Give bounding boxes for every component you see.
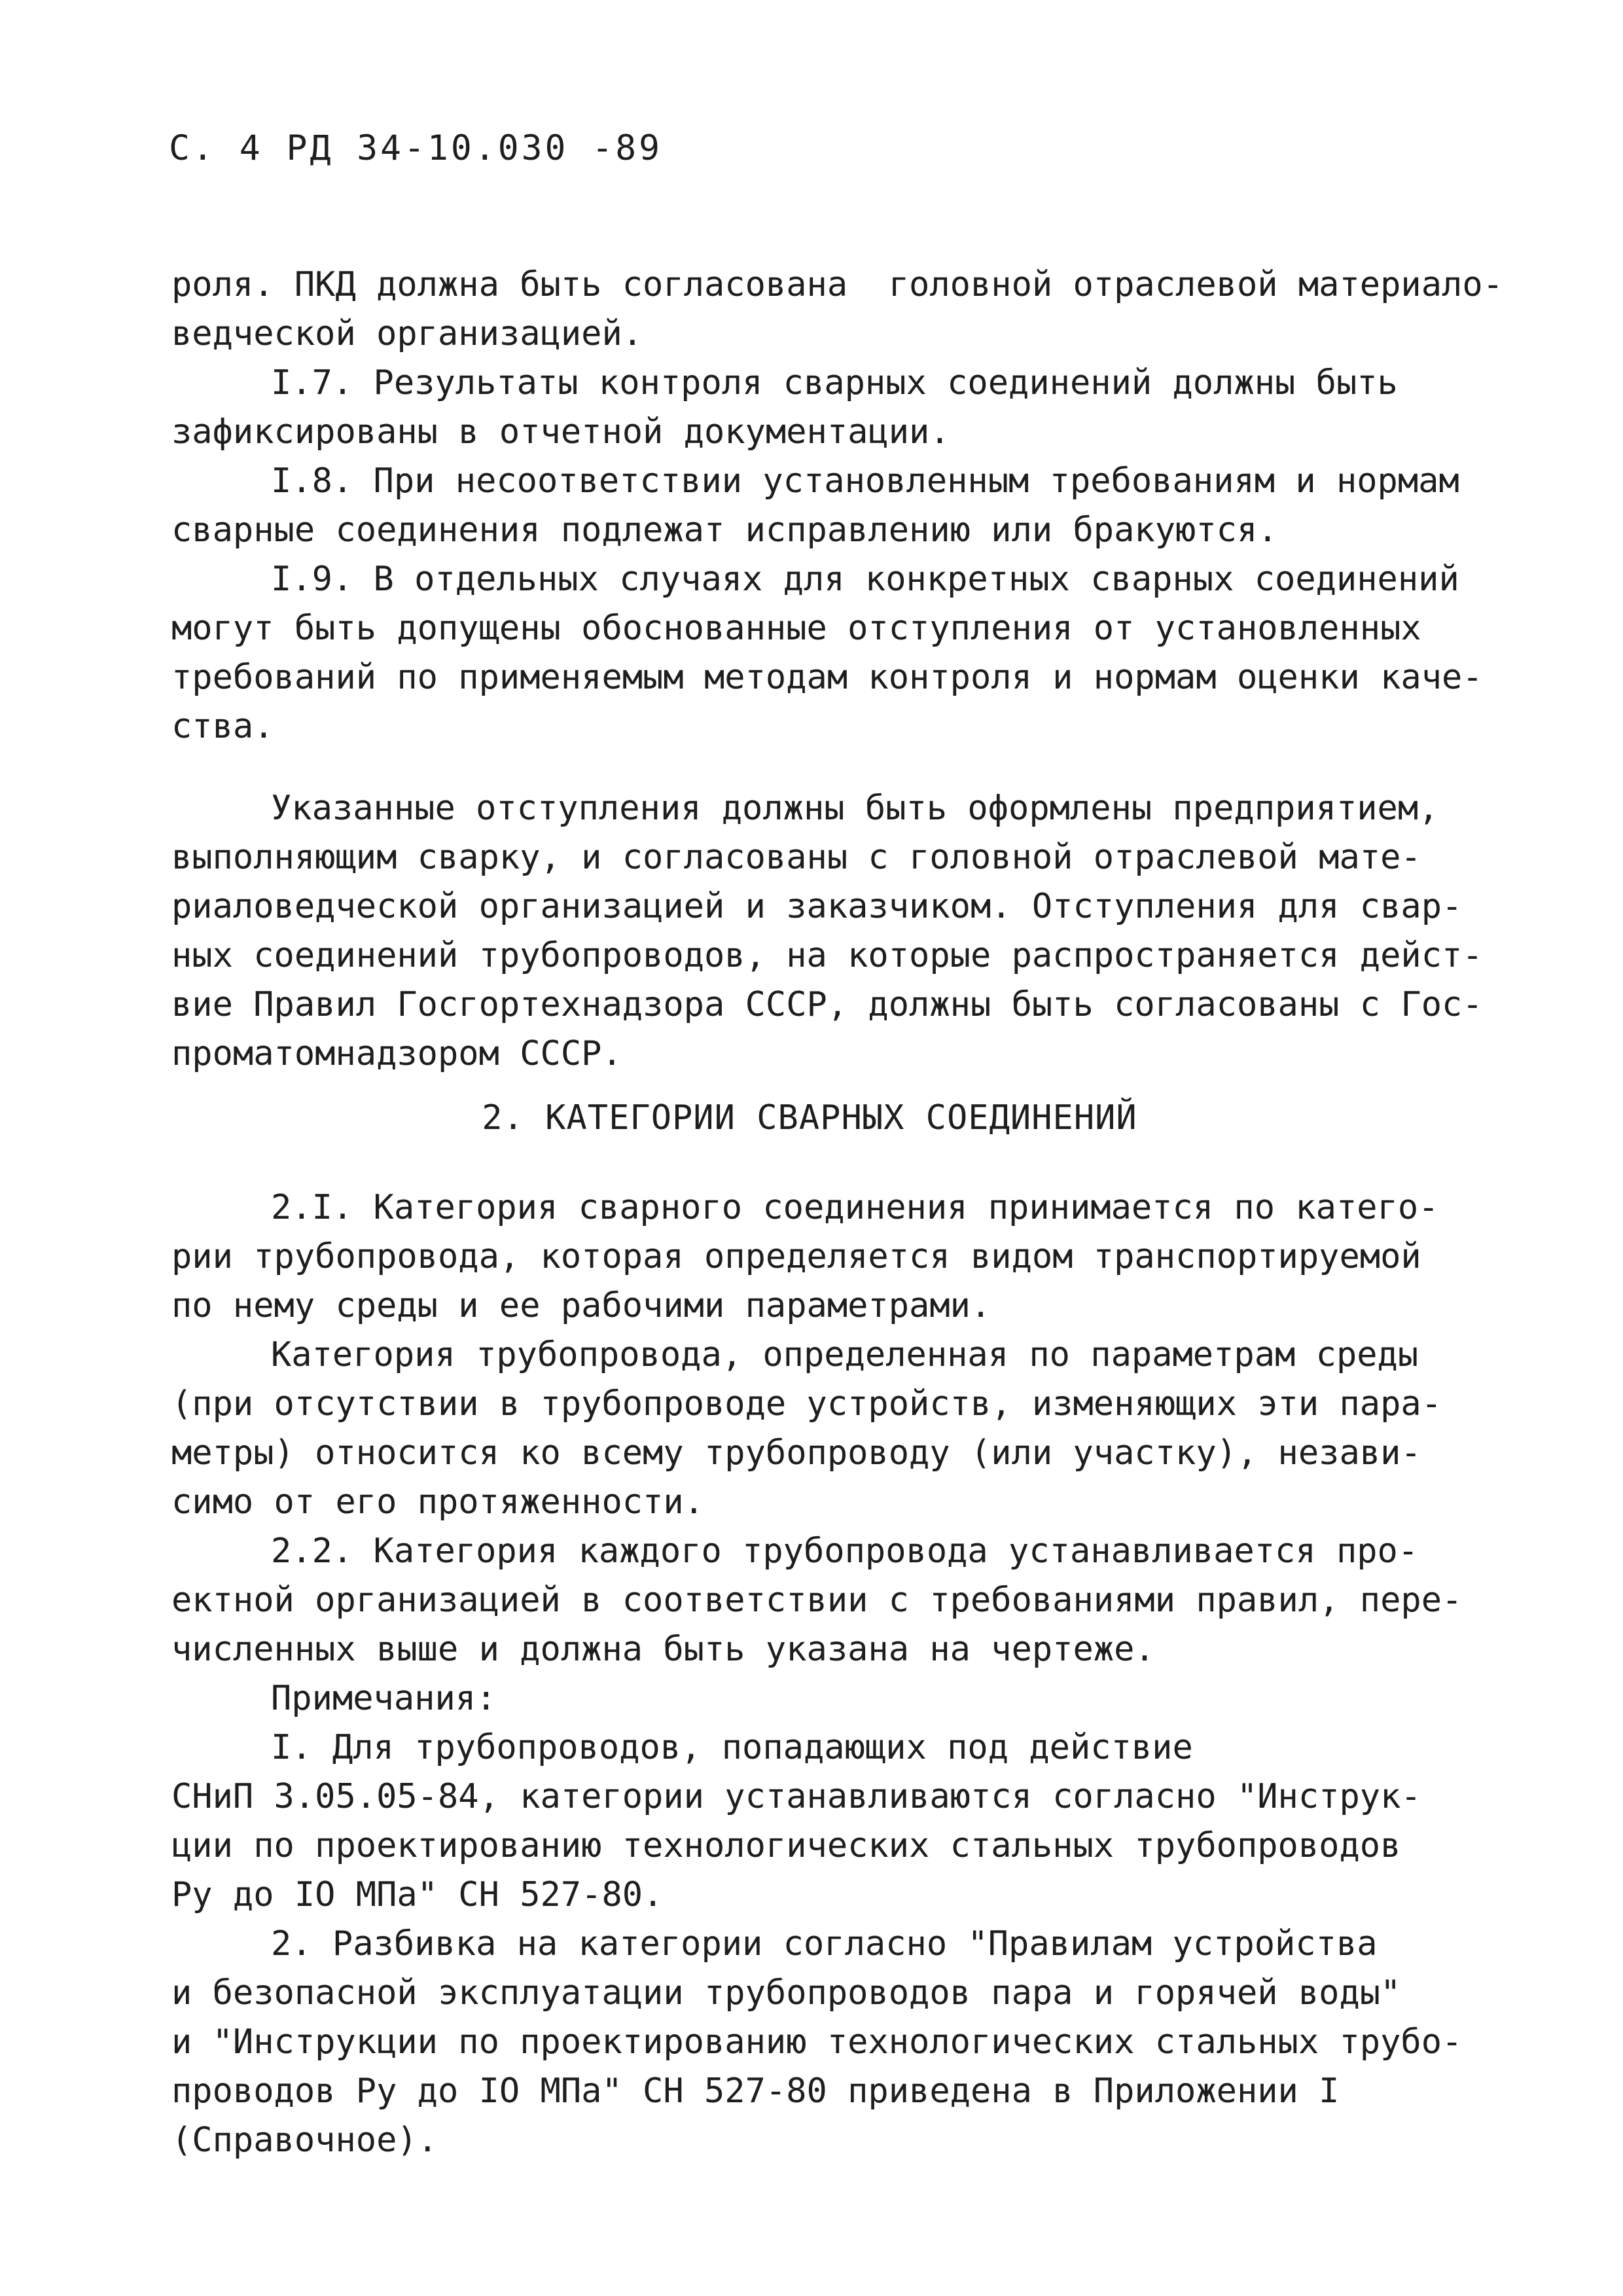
text-line: роля. ПКД должна быть согласована головной отраслевой материало- <box>171 265 1503 304</box>
text-line: (Справочное). <box>171 2121 438 2160</box>
paragraph-1-8 <box>171 457 1513 555</box>
text-line: рии трубопровода, которая определяется видом транспортируемой <box>171 1237 1421 1276</box>
text-line: симо от его протяженности. <box>171 1482 704 1522</box>
text-line: ведческой организацией. <box>171 314 643 353</box>
spacer <box>171 1157 1513 1183</box>
note-1 <box>171 1723 1513 1920</box>
text-line: ства. <box>171 707 274 746</box>
text-line: могут быть допущены обоснованные отступления от установленных <box>171 609 1421 648</box>
text-line: и "Инструкции по проектированию технологических стальных трубо- <box>171 2022 1463 2062</box>
paragraph-2-1 <box>171 1183 1513 1331</box>
text-line: ных соединений трубопроводов, на которые распространяется дейст- <box>171 936 1483 975</box>
paragraph-intro <box>171 260 1513 359</box>
text-line: вие Правил Госгортехнадзора СССР, должны быть согласованы с Гос- <box>171 985 1483 1024</box>
section-title: 2. КАТЕГОРИИ СВАРНЫХ СОЕДИНЕНИЙ <box>482 1098 1137 1138</box>
document-body <box>171 260 1513 2165</box>
text-line: (при отсутствии в трубопроводе устройств, изменяющих эти пара- <box>171 1384 1442 1424</box>
text-line: Указанные отступления должны быть оформлены предприятием, <box>271 789 1439 828</box>
text-line: ектной организацией в соответствии с требованиями правил, пере- <box>171 1581 1463 1620</box>
paragraph-1-7 <box>171 359 1513 457</box>
paragraph-category <box>171 1331 1513 1527</box>
text-line: I.9. В отдельных случаях для конкретных сварных соединений <box>271 560 1459 599</box>
text-line: Ру до IO МПа" СН 527-80. <box>171 1875 664 1914</box>
notes-label: Примечания: <box>271 1679 497 1718</box>
text-line: и безопасной эксплуатации трубопроводов пара и горячей воды" <box>171 1973 1401 2013</box>
text-line: зафиксированы в отчетной документации. <box>171 412 950 452</box>
text-line: требований по применяемым методам контроля и нормам оценки каче- <box>171 658 1483 697</box>
spacer <box>171 751 1513 784</box>
text-line: ции по проектированию технологических стальных трубопроводов <box>171 1826 1401 1865</box>
paragraph-deviations <box>171 784 1513 1079</box>
text-line: численных выше и должна быть указана на чертеже. <box>171 1630 1155 1669</box>
text-line: проматомнадзором СССР. <box>171 1034 622 1073</box>
page-header: С. 4 РД 34-10.030 -89 <box>169 128 663 168</box>
text-line: проводов Ру до IO МПа" СН 527-80 приведена в Приложении I <box>171 2072 1340 2111</box>
text-line: I. Для трубопроводов, попадающих под действие <box>271 1728 1193 1767</box>
text-line: СНиП 3.05.05-84, категории устанавливаются согласно "Инструк- <box>171 1777 1421 1816</box>
text-line: риаловедческой организацией и заказчиком. Отступления для свар- <box>171 887 1463 926</box>
text-line: I.8. При несоответствии установленным требованиям и нормам <box>271 461 1459 501</box>
text-line: по нему среды и ее рабочими параметрами. <box>171 1286 991 1325</box>
text-line: 2. Разбивка на категории согласно "Правилам устройства <box>271 1924 1378 1964</box>
text-line: 2.I. Категория сварного соединения принимается по катего- <box>271 1188 1439 1227</box>
note-2 <box>171 1920 1513 2165</box>
text-line: Категория трубопровода, определенная по параметрам среды <box>271 1335 1419 1374</box>
text-line: 2.2. Категория каждого трубопровода устанавливается про- <box>271 1532 1419 1571</box>
paragraph-2-2 <box>171 1527 1513 1674</box>
text-line: выполняющим сварку, и согласованы с головной отраслевой мате- <box>171 838 1421 877</box>
text-line: сварные соединения подлежат исправлению или бракуются. <box>171 511 1278 550</box>
text-line: I.7. Результаты контроля сварных соединений должны быть <box>271 363 1398 403</box>
paragraph-1-9 <box>171 555 1513 751</box>
text-line: метры) относится ко всему трубопроводу (или участку), незави- <box>171 1433 1421 1473</box>
